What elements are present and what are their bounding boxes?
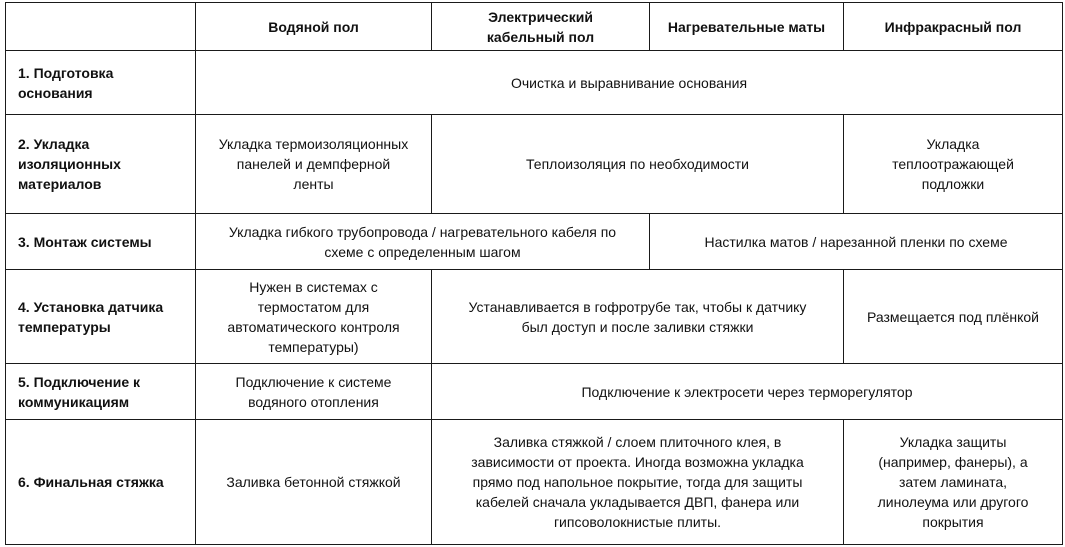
table-cell: Очистка и выравнивание основания xyxy=(196,51,1063,115)
header-row xyxy=(6,3,1063,51)
table-cell: Подключение к системе водяного отопления xyxy=(196,364,432,420)
table-cell: Нужен в системах с термостатом для автоматического контроля температуры) xyxy=(196,270,432,364)
table-row xyxy=(6,364,1063,420)
table-cell: Размещается под плёнкой xyxy=(844,270,1063,364)
table-row xyxy=(6,270,1063,364)
stage-cell: 3. Монтаж системы xyxy=(6,214,196,270)
stage-cell: 4. Установка датчика температуры xyxy=(6,270,196,364)
table-cell: Укладка защиты (например, фанеры), а затем ламината, линолеума или другого покрытия xyxy=(844,420,1063,545)
header-cell-stage xyxy=(6,3,196,51)
table-cell: Заливка стяжкой / слоем плиточного клея, в зависимости от проекта. Иногда возможна укладка прямо под напольное покрытие, тогда для защиты кабелей сначала укладывается ДВП, фанера или гипсоволокнистые плиты. xyxy=(432,420,844,545)
table-cell: Настилка матов / нарезанной пленки по схеме xyxy=(650,214,1063,270)
table-cell: Укладка гибкого трубопровода / нагревательного кабеля по схеме с определенным шагом xyxy=(196,214,650,270)
table-cell: Укладка теплоотражающей подложки xyxy=(844,115,1063,214)
table-row xyxy=(6,51,1063,115)
table-row xyxy=(6,115,1063,214)
header-cell-electric-cable-floor: Электрический кабельный пол xyxy=(432,3,650,51)
table-cell: Подключение к электросети через терморегулятор xyxy=(432,364,1063,420)
header-cell-heating-mats: Нагревательные маты xyxy=(650,3,844,51)
table-cell: Заливка бетонной стяжкой xyxy=(196,420,432,545)
floor-heating-comparison-table xyxy=(5,2,1063,545)
header-cell-infrared-floor: Инфракрасный пол xyxy=(844,3,1063,51)
stage-cell: 1. Подготовка основания xyxy=(6,51,196,115)
header-cell-water-floor: Водяной пол xyxy=(196,3,432,51)
table-cell: Укладка термоизоляционных панелей и демпферной ленты xyxy=(196,115,432,214)
stage-cell: 6. Финальная стяжка xyxy=(6,420,196,545)
table-row xyxy=(6,420,1063,545)
stage-cell: 2. Укладка изоляционных материалов xyxy=(6,115,196,214)
table-cell: Теплоизоляция по необходимости xyxy=(432,115,844,214)
stage-cell: 5. Подключение к коммуникациям xyxy=(6,364,196,420)
table-row xyxy=(6,214,1063,270)
table-cell: Устанавливается в гофротрубе так, чтобы к датчику был доступ и после заливки стяжки xyxy=(432,270,844,364)
